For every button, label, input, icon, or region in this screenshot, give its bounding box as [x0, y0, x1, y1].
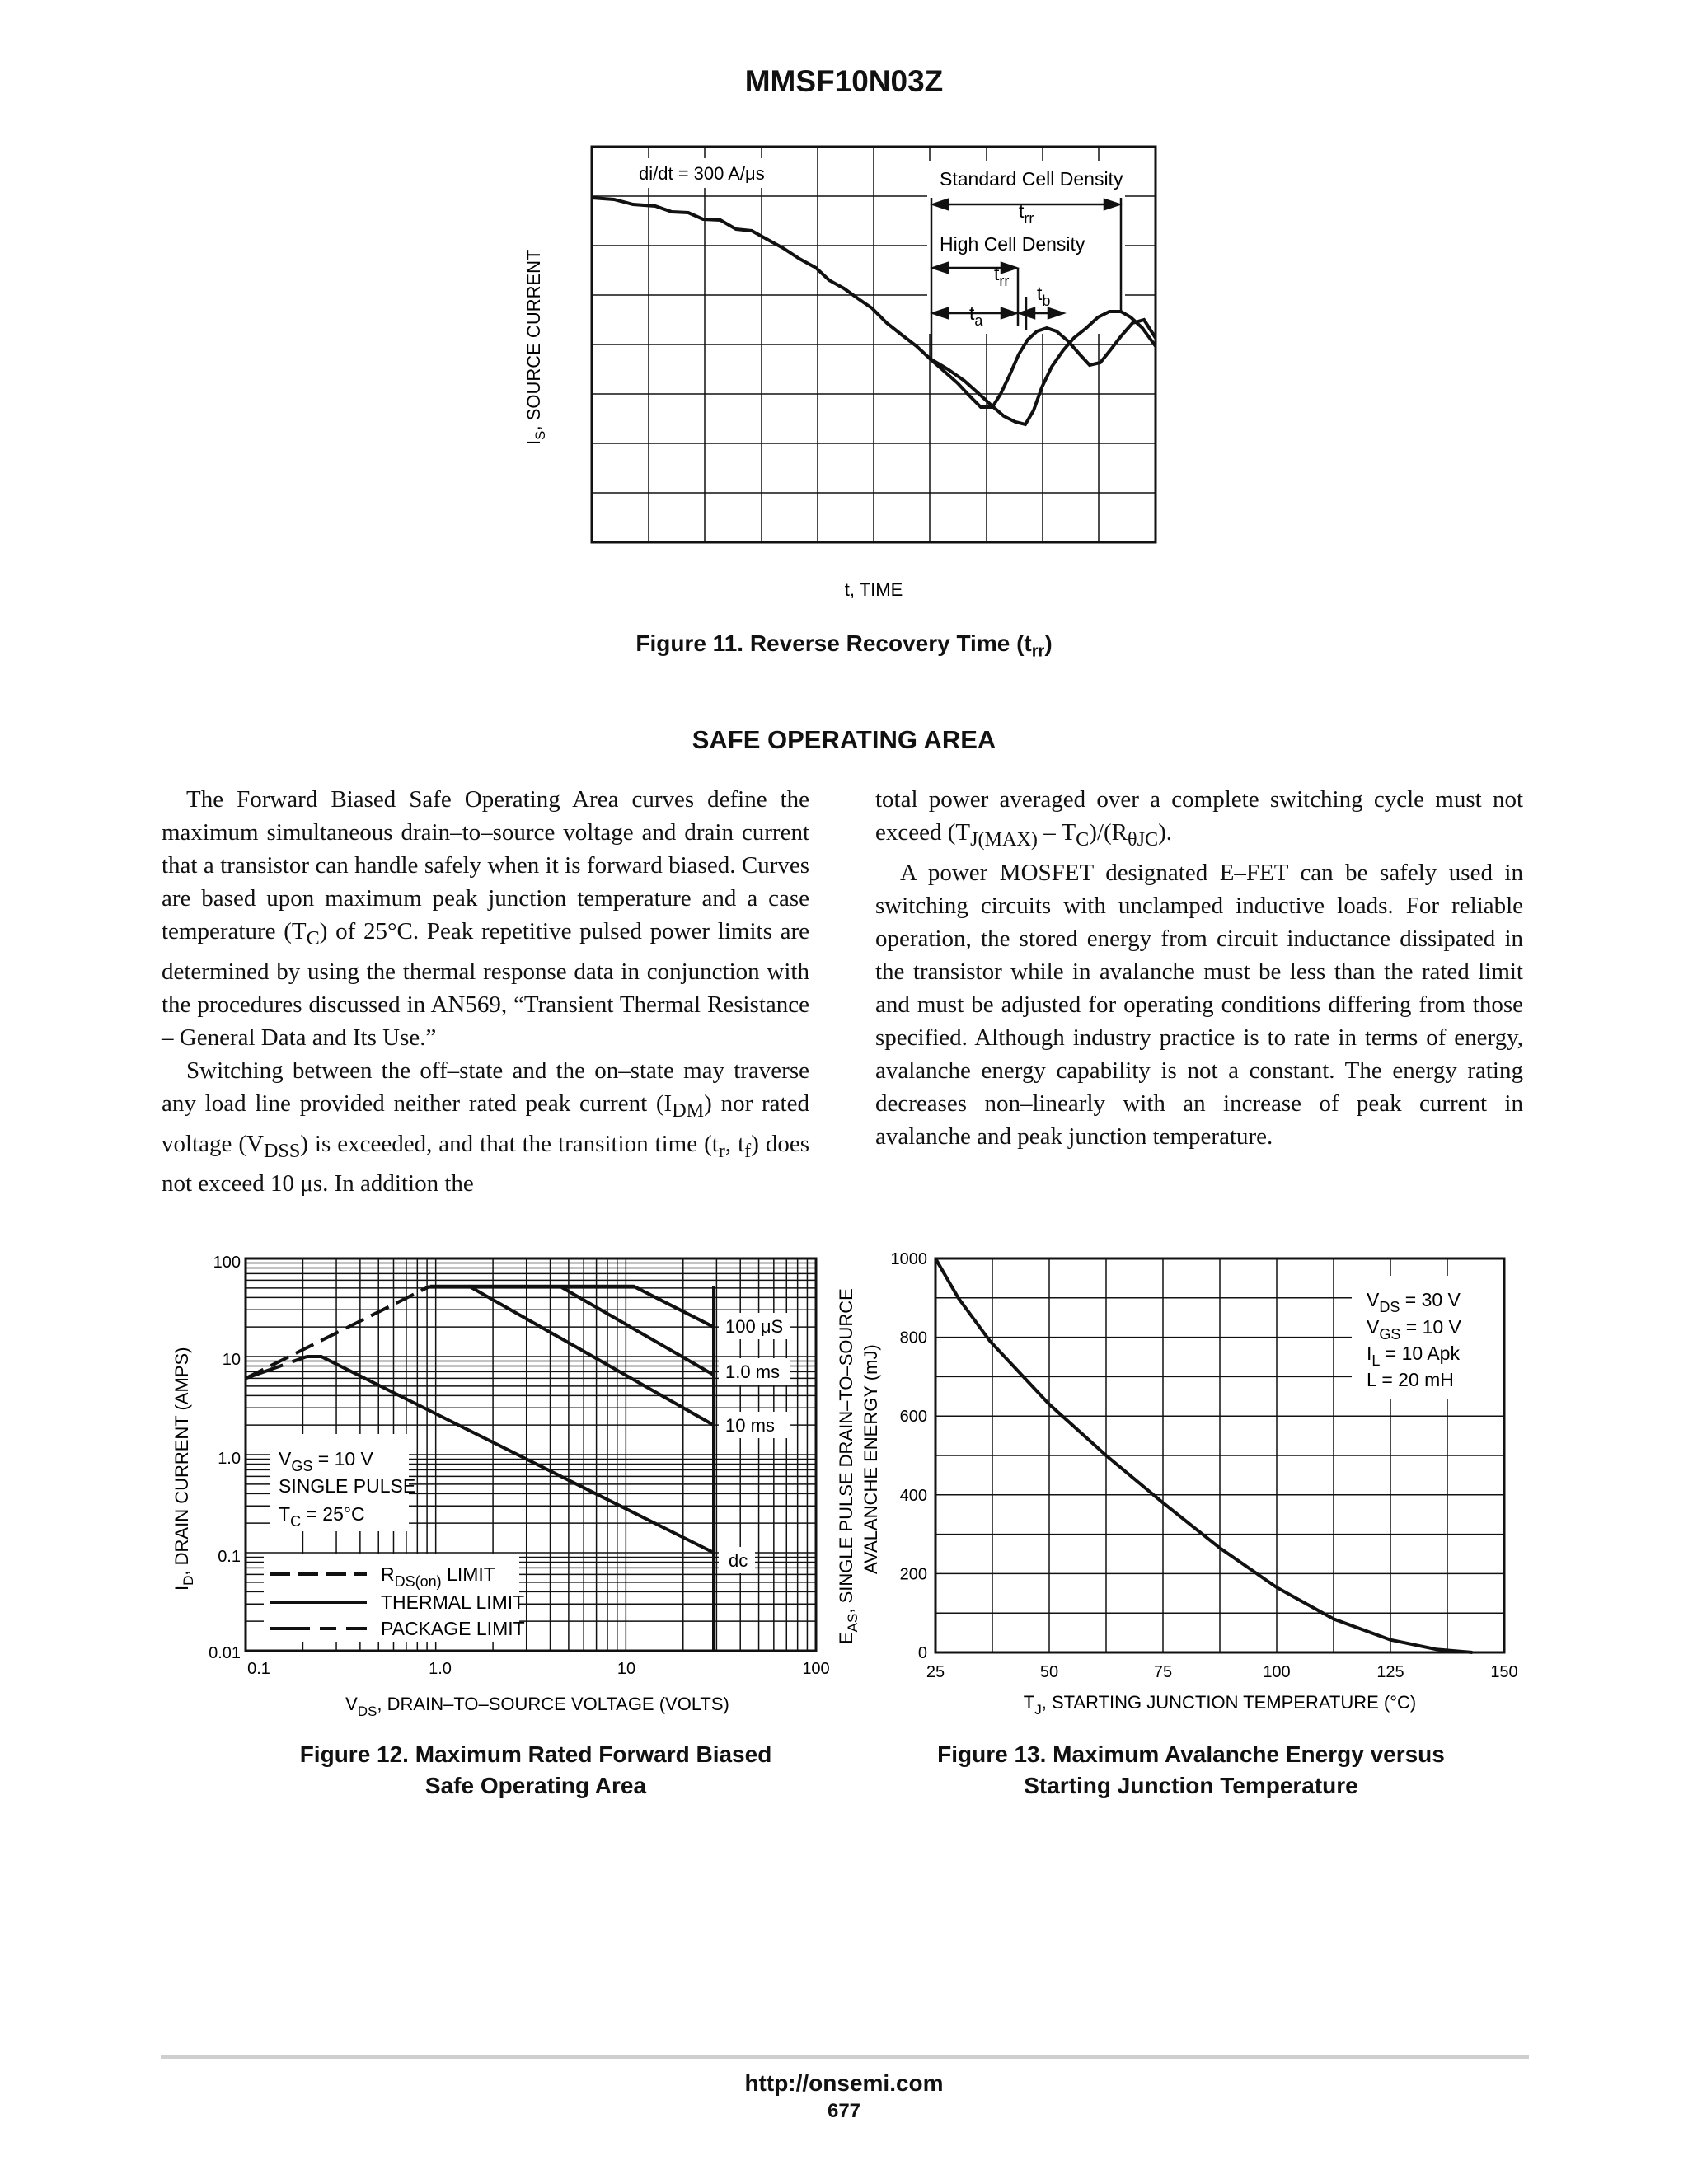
- fig11-didt-label: di/dt = 300 A/μs: [639, 163, 765, 184]
- figure-12-caption-line-1: Figure 12. Maximum Rated Forward Biased: [299, 1741, 772, 1767]
- fig11-y-axis-label: $I_S$, SOURCE CURRENT: [523, 249, 548, 445]
- fig11-trr-high-label: $t_{rr}$: [994, 263, 1010, 289]
- fig13-ytick: 800: [899, 1329, 927, 1347]
- figure-13-caption-line-2: Starting Junction Temperature: [1024, 1773, 1358, 1798]
- left-paragraph-1: The Forward Biased Safe Operating Area curves define the maximum simultaneous drain–to–source voltage and drain current that a transistor can handle safely when it is forward biased. Curves are based upon maximum peak junction temperature and a case temperature $(T_C)$ of 25°C. Peak repetitive pulsed power limits are determined by using the thermal response data in conjunction with the procedures discussed in AN569, “Transient Thermal Resistance – General Data and Its Use.”: [162, 786, 810, 1051]
- section-title: SAFE OPERATING AREA: [692, 725, 996, 754]
- figure-13-chart: [824, 1240, 1525, 1731]
- fig12-label-1ms: 1.0 ms: [725, 1361, 781, 1382]
- figure-13-caption-line-1: Figure 13. Maximum Avalanche Energy versus: [937, 1741, 1445, 1767]
- figure-12-caption: [231, 1739, 841, 1802]
- left-paragraph-2: Switching between the off–state and the on–state may traverse any load line provided neither rated peak current $(I_{DM})$ nor rated voltage $(V_{DSS})$ is exceeded, and that the transition time ($t_r$, $t_f$) does not exceed 10 μs. In addition the: [162, 1057, 809, 1197]
- right-paragraph-2: A power MOSFET designated E–FET can be safely used in switching circuits with unclamped inductive loads. For reliable operation, the stored energy from circuit inductance dissipated in the transistor while in avalanche must be less than the rated limit and must be adjusted for operating conditions differing from those specified. Although industry practice is to rate in terms of energy, avalanche energy capability is not a constant. The energy rating decreases non–linearly with an increase of peak current in avalanche and peak junction temperature.: [875, 859, 1523, 1150]
- fig12-xtick-0.1: 0.1: [247, 1660, 270, 1678]
- fig12-series-100-s: [560, 1286, 714, 1327]
- fig13-legend-l: L = 20 mH: [1367, 1369, 1454, 1390]
- fig13-xtick: 75: [1153, 1663, 1173, 1681]
- fig13-xtick: 150: [1490, 1663, 1518, 1681]
- fig13-y-axis-label-1: $E_{AS}$, SINGLE PULSE DRAIN–TO–SOURCE: [836, 1288, 860, 1644]
- fig13-xtick: 100: [1263, 1663, 1291, 1681]
- fig13-xtick: 50: [1039, 1663, 1059, 1681]
- fig11-std-label: Standard Cell Density: [940, 168, 1123, 190]
- fig13-ytick: 600: [899, 1408, 927, 1427]
- footer-divider: [161, 2055, 1529, 2059]
- fig13-xtick: 25: [926, 1663, 945, 1681]
- fig13-legend-vgs: $V_{GS} = 10$ V: [1367, 1316, 1461, 1343]
- fig12-ytick-100: 100: [213, 1254, 241, 1272]
- fig12-ann-tc: $T_C = 25^\circ C$: [279, 1503, 365, 1530]
- fig12-legend-package: PACKAGE LIMIT: [381, 1618, 525, 1639]
- fig12-x-axis-label: $V_{DS}$, DRAIN–TO–SOURCE VOLTAGE (VOLTS): [345, 1694, 729, 1719]
- page-header-part-number: MMSF10N03Z: [744, 64, 944, 98]
- fig12-xtick-100: 100: [802, 1660, 830, 1678]
- fig12-ytick-10: 10: [222, 1351, 241, 1369]
- figure-11-caption: Figure 11. Reverse Recovery Time $(t_{rr})$: [635, 630, 1053, 661]
- fig13-x-axis-label: $T_J$, STARTING JUNCTION TEMPERATURE (°C): [1023, 1692, 1417, 1718]
- fig12-label-100us: 100 μS: [725, 1316, 784, 1337]
- fig13-xtick: 125: [1376, 1663, 1404, 1681]
- fig13-legend-il: $I_L = 10$ Apk: [1367, 1343, 1460, 1369]
- fig12-ann-single: SINGLE PULSE: [279, 1475, 416, 1497]
- page-number: 677: [827, 2100, 861, 2122]
- footer-url[interactable]: http://onsemi.com: [744, 2070, 944, 2096]
- fig12-xtick-1: 1.0: [429, 1660, 452, 1678]
- figure-12-caption-line-2: Safe Operating Area: [424, 1773, 647, 1798]
- left-column-text: [162, 783, 809, 1200]
- fig11-x-axis-label: t, TIME: [844, 579, 903, 600]
- fig12-ann-vgs: $V_{GS} = 10$ V: [279, 1448, 373, 1474]
- figure-13-caption: [886, 1739, 1496, 1802]
- fig13-y-axis-label-2: AVALANCHE ENERGY (mJ): [860, 1344, 881, 1574]
- fig13-ytick: 0: [917, 1644, 927, 1662]
- fig12-ytick-0.1: 0.1: [218, 1548, 241, 1566]
- fig11-tb-label: $t_b$: [1037, 283, 1051, 309]
- fig11-trr-std-label: $t_{rr}$: [1019, 200, 1034, 227]
- fig12-series-package-limit: [246, 1357, 307, 1378]
- fig12-label-dc: dc: [729, 1550, 748, 1571]
- fig12-xtick-10: 10: [617, 1660, 636, 1678]
- figure-11-chart: [511, 140, 1170, 610]
- fig12-ytick-1: 1.0: [218, 1450, 241, 1468]
- fig11-ta-label: $t_a$: [969, 302, 983, 329]
- right-column-text: [875, 783, 1523, 1153]
- fig12-legend-thermal: THERMAL LIMIT: [381, 1591, 525, 1613]
- fig13-ytick: 1000: [890, 1250, 927, 1268]
- fig12-ytick-0.01: 0.01: [209, 1644, 241, 1662]
- fig13-ytick: 200: [899, 1565, 927, 1584]
- fig13-legend-vds: $V_{DS} = 30$ V: [1367, 1289, 1461, 1315]
- fig12-legend-rds: $R_{DS(on)}$ LIMIT: [381, 1563, 495, 1590]
- fig12-label-10ms: 10 ms: [725, 1415, 775, 1436]
- fig11-high-label: High Cell Density: [940, 233, 1085, 255]
- right-paragraph-1: total power averaged over a complete switching cycle must not exceed $(T_{J(MAX)} - T_C)/(R_{\theta JC})$.: [875, 786, 1523, 851]
- fig12-y-axis-label: $I_D$, DRAIN CURRENT (AMPS): [171, 1347, 196, 1591]
- figure-12-chart: [161, 1240, 845, 1731]
- fig13-ytick: 400: [899, 1486, 927, 1505]
